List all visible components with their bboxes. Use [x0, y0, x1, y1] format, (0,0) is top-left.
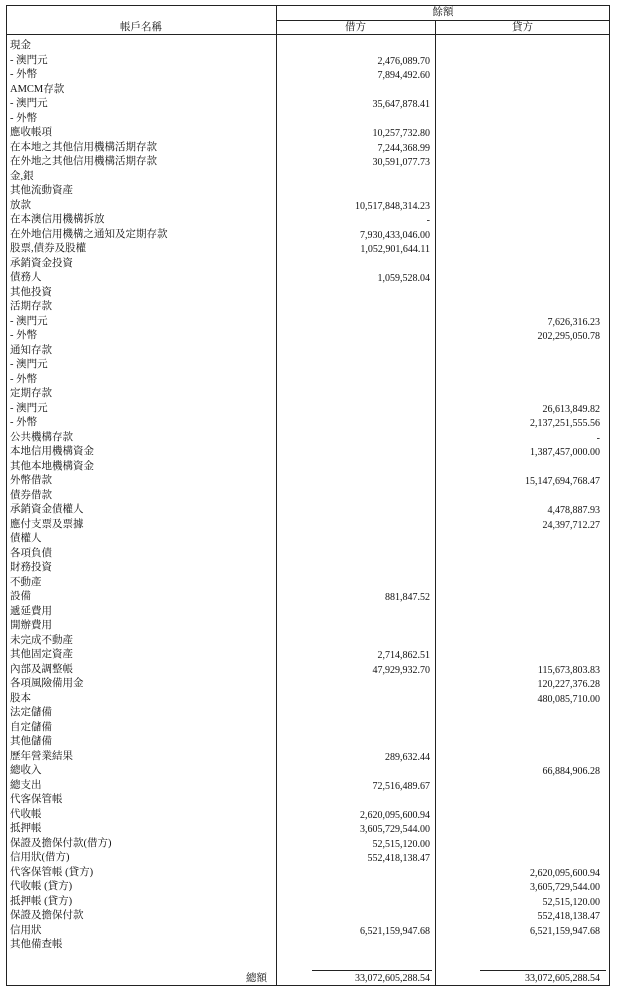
account-label: 開辦費用 — [10, 620, 52, 631]
debit-amount: 1,052,901,644.11 — [360, 244, 430, 255]
account-label: - 外幣 — [10, 417, 38, 428]
account-label: 法定儲備 — [10, 707, 52, 718]
account-label: 財務投資 — [10, 562, 52, 573]
debit-column-divider — [276, 5, 277, 985]
account-label: 應付支票及票據 — [10, 519, 84, 530]
credit-amount: 66,884,906.28 — [542, 766, 600, 777]
account-label: 保證及擔保付款(借方) — [10, 838, 112, 849]
debit-amount: 2,476,089.70 — [377, 56, 430, 67]
account-label: 活期存款 — [10, 301, 52, 312]
credit-amount: 15,147,694,768.47 — [525, 476, 600, 487]
debit-amount: 52,515,120.00 — [372, 839, 430, 850]
credit-amount: 202,295,050.78 — [537, 331, 600, 342]
account-label: 通知存款 — [10, 345, 52, 356]
debit-amount: 3,605,729,544.00 — [360, 824, 430, 835]
account-label: 抵押帳 — [10, 823, 42, 834]
debit-amount: 30,591,077.73 — [372, 157, 430, 168]
debit-amount: 10,257,732.80 — [372, 128, 430, 139]
account-label: 其他備查帳 — [10, 939, 63, 950]
account-label: - 澳門元 — [10, 359, 48, 370]
account-label: 在本地之其他信用機構活期存款 — [10, 142, 157, 153]
account-label: 股本 — [10, 693, 31, 704]
debit-header: 借方 — [345, 22, 366, 33]
debit-amount: 2,620,095,600.94 — [360, 810, 430, 821]
bottom-border — [6, 985, 610, 986]
account-label: - 澳門元 — [10, 55, 48, 66]
account-label: 債券借款 — [10, 490, 52, 501]
account-label: 代收帳 (貸方) — [10, 881, 73, 892]
account-label: - 澳門元 — [10, 98, 48, 109]
account-label: 總支出 — [10, 780, 42, 791]
account-label: 未完成不動產 — [10, 635, 73, 646]
credit-amount: 7,626,316.23 — [547, 317, 600, 328]
account-label: 歷年營業結果 — [10, 751, 73, 762]
debit-amount: 552,418,138.47 — [367, 853, 430, 864]
credit-amount: 2,137,251,555.56 — [530, 418, 600, 429]
account-label: 保證及擔保付款 — [10, 910, 84, 921]
debit-amount: 289,632.44 — [385, 752, 430, 763]
debit-amount: 47,929,932.70 — [372, 665, 430, 676]
credit-amount: 552,418,138.47 — [537, 911, 600, 922]
account-label: 自定儲備 — [10, 722, 52, 733]
account-label: 外幣借款 — [10, 475, 52, 486]
account-label: 債務人 — [10, 272, 42, 283]
credit-amount: 480,085,710.00 — [537, 694, 600, 705]
debit-amount: 7,894,492.60 — [377, 70, 430, 81]
account-label: 債權人 — [10, 533, 42, 544]
account-label: - 澳門元 — [10, 403, 48, 414]
account-label: 代客保管帳 — [10, 794, 63, 805]
right-border — [609, 5, 610, 985]
credit-column-divider — [435, 20, 436, 985]
account-name-header: 帳戶名稱 — [120, 22, 162, 33]
debit-amount: 1,059,528.04 — [377, 273, 430, 284]
credit-amount: 115,673,803.83 — [537, 665, 600, 676]
account-label: 其他固定資產 — [10, 649, 73, 660]
total-label: 總額 — [246, 973, 267, 984]
credit-amount: 52,515,120.00 — [542, 897, 600, 908]
debit-amount: - — [426, 215, 430, 226]
account-label: 信用狀(借方) — [10, 852, 70, 863]
account-label: 在本澳信用機構拆放 — [10, 214, 105, 225]
account-label: - 澳門元 — [10, 316, 48, 327]
account-label: - 外幣 — [10, 374, 38, 385]
account-label: 代收帳 — [10, 809, 42, 820]
debit-amount: 6,521,159,947.68 — [360, 926, 430, 937]
credit-amount: 2,620,095,600.94 — [530, 868, 600, 879]
credit-header: 貸方 — [512, 22, 533, 33]
account-label: - 外幣 — [10, 113, 38, 124]
account-label: 各項風險備用金 — [10, 678, 84, 689]
account-label: 金,銀 — [10, 171, 34, 182]
credit-amount: 4,478,887.93 — [547, 505, 600, 516]
account-label: 公共機構存款 — [10, 432, 73, 443]
account-label: 現金 — [10, 40, 31, 51]
account-label: 內部及調整帳 — [10, 664, 73, 675]
account-label: 其他本地機構資金 — [10, 461, 94, 472]
account-label: - 外幣 — [10, 69, 38, 80]
account-label: - 外幣 — [10, 330, 38, 341]
account-label: 其他投資 — [10, 287, 52, 298]
left-border — [6, 5, 7, 985]
account-label: 定期存款 — [10, 388, 52, 399]
debit-amount: 7,930,433,046.00 — [360, 230, 430, 241]
account-label: 股票,債券及股權 — [10, 243, 87, 254]
total-credit: 33,072,605,288.54 — [525, 973, 600, 984]
total-debit: 33,072,605,288.54 — [355, 973, 430, 984]
account-label: 承銷資金債權人 — [10, 504, 84, 515]
account-label: 遞延費用 — [10, 606, 52, 617]
credit-amount: 1,387,457,000.00 — [530, 447, 600, 458]
account-label: 應收帳項 — [10, 127, 52, 138]
debit-amount: 72,516,489.67 — [372, 781, 430, 792]
account-label: 其他儲備 — [10, 736, 52, 747]
account-label: 放款 — [10, 200, 31, 211]
account-label: 本地信用機構資金 — [10, 446, 94, 457]
account-label: 設備 — [10, 591, 31, 602]
debit-amount: 881,847.52 — [385, 592, 430, 603]
debit-amount: 10,517,848,314.23 — [355, 201, 430, 212]
account-label: 承銷資金投資 — [10, 258, 73, 269]
total-rule-credit — [480, 970, 606, 971]
credit-amount: 24,397,712.27 — [542, 520, 600, 531]
header-bottom-border — [6, 34, 610, 35]
account-label: 不動產 — [10, 577, 42, 588]
account-label: 抵押帳 (貸方) — [10, 896, 73, 907]
account-label: 信用狀 — [10, 925, 42, 936]
credit-amount: 26,613,849.82 — [542, 404, 600, 415]
debit-amount: 7,244,368.99 — [377, 143, 430, 154]
account-label: 其他流動資產 — [10, 185, 73, 196]
account-label: AMCM存款 — [10, 84, 65, 95]
account-label: 各項負債 — [10, 548, 52, 559]
account-label: 在外地之其他信用機構活期存款 — [10, 156, 157, 167]
credit-amount: 3,605,729,544.00 — [530, 882, 600, 893]
credit-amount: - — [596, 433, 600, 444]
account-label: 在外地信用機構之通知及定期存款 — [10, 229, 168, 240]
debit-amount: 35,647,878.41 — [372, 99, 430, 110]
credit-amount: 6,521,159,947.68 — [530, 926, 600, 937]
total-rule-debit — [312, 970, 432, 971]
debit-amount: 2,714,862.51 — [377, 650, 430, 661]
account-label: 總收入 — [10, 765, 42, 776]
credit-amount: 120,227,376.28 — [537, 679, 600, 690]
account-label: 代客保管帳 (貸方) — [10, 867, 94, 878]
balance-header: 餘額 — [432, 7, 454, 18]
